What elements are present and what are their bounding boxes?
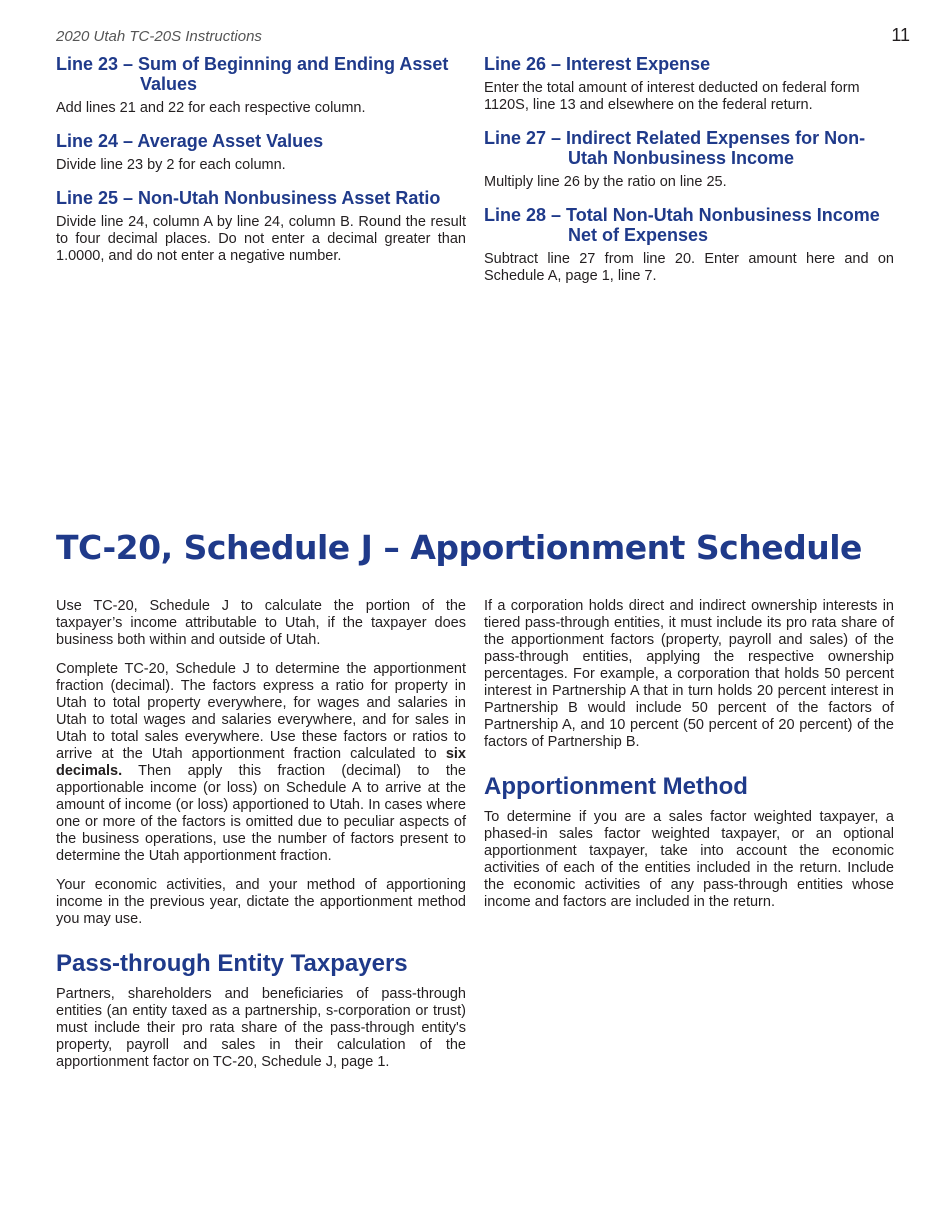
line-28-text: Subtract line 27 from line 20. Enter amount here and on Schedule A, page 1, line 7. bbox=[484, 251, 894, 284]
tiered-entities-text: If a corporation holds direct and indirect ownership interests in tiered pass-through entities, it must include its pro rata share of the apportionment factors (property, payroll and sales) of the pass-through entities, applying the respective ownership percentages. For example, a corporation that holds 50 percent interest in Partnership A that in turn holds 20 percent interest in Partnership B would include 50 percent of the factors of Partnership A, and 10 percent (50 percent of 20 percent) of the factors of Partnership B. bbox=[484, 598, 894, 750]
apportionment-method-text: To determine if you are a sales factor weighted taxpayer, a phased-in sales factor weighted taxpayer, or an optional apportionment taxpayer, take into account the economic activities of each of the entities included in the return. Include the economic activities of any pass-through entities whose income and factors are included in the return. bbox=[484, 809, 894, 910]
line-25-text: Divide line 24, column A by line 24, column B. Round the result to four decimal places. Do not enter a decimal greater than 1.0000, and do not enter a negative number. bbox=[56, 214, 466, 264]
line-25-heading: Line 25 – Non-Utah Nonbusiness Asset Ratio bbox=[56, 188, 441, 208]
line-23-heading: Line 23 – Sum of Beginning and Ending Asset Values bbox=[56, 54, 449, 94]
schedule-j-intro-3: Your economic activities, and your method of apportioning income in the previous year, dictate the apportionment method you may use. bbox=[56, 877, 466, 927]
line-24-heading: Line 24 – Average Asset Values bbox=[56, 131, 324, 151]
right-column-bottom bbox=[484, 598, 894, 923]
schedule-j-intro-2-part-b: Then apply this fraction (decimal) to the apportionable income (or loss) on Schedule A to arrive at the amount of income (or loss) apportioned to Utah. In cases where one or more of the factors is omitted due to peculiar aspects of the business operations, use the number of factors present to determine the Utah apportionment fraction. bbox=[56, 763, 466, 864]
pass-through-heading: Pass-through Entity Taxpayers bbox=[56, 950, 408, 977]
line-24-text: Divide line 23 by 2 for each column. bbox=[56, 157, 286, 173]
line-28-heading: Line 28 – Total Non-Utah Nonbusiness Income Net of Expenses bbox=[484, 205, 880, 245]
schedule-j-intro-2 bbox=[56, 661, 466, 865]
page-number: 11 bbox=[891, 25, 910, 45]
line-26-heading: Line 26 – Interest Expense bbox=[484, 54, 711, 74]
schedule-j-intro-2-part-a: Complete TC-20, Schedule J to determine the apportionment fraction (decimal). The factors express a ratio for property in Utah to total property everywhere, for wages and salaries in Utah to total wages and salaries everywhere, and for sales in Utah to total sales everywhere. Use these factors or ratios to arrive at the Utah apportionment fraction calculated to bbox=[56, 661, 466, 762]
line-27-heading: Line 27 – Indirect Related Expenses for Non-Utah Nonbusiness Income bbox=[484, 128, 866, 168]
apportionment-method-heading: Apportionment Method bbox=[484, 773, 748, 800]
pass-through-text: Partners, shareholders and beneficiaries of pass-through entities (an entity taxed as a partnership, s-corporation or trust) must include their pro rata share of the pass-through entity's property, payroll and sales in their calculation of the apportionment factor on TC-20, Schedule J, page 1. bbox=[56, 986, 466, 1070]
schedule-j-intro-1: Use TC-20, Schedule J to calculate the portion of the taxpayer’s income attributable to Utah, if the taxpayer does business both within and outside of Utah. bbox=[56, 598, 466, 648]
left-column-bottom bbox=[56, 598, 466, 1083]
line-27-text: Multiply line 26 by the ratio on line 25. bbox=[484, 174, 727, 190]
schedule-j-title: TC-20, Schedule J – Apportionment Schedule bbox=[56, 528, 862, 567]
six-decimals-emphasis: six decimals. bbox=[56, 746, 466, 779]
document-header-title: 2020 Utah TC-20S Instructions bbox=[56, 28, 262, 45]
line-26-text: Enter the total amount of interest deducted on federal form 1120S, line 13 and elsewhere on the federal return. bbox=[484, 80, 860, 113]
left-column-top bbox=[56, 54, 466, 277]
line-23-text: Add lines 21 and 22 for each respective column. bbox=[56, 100, 366, 116]
right-column-top bbox=[484, 54, 894, 297]
